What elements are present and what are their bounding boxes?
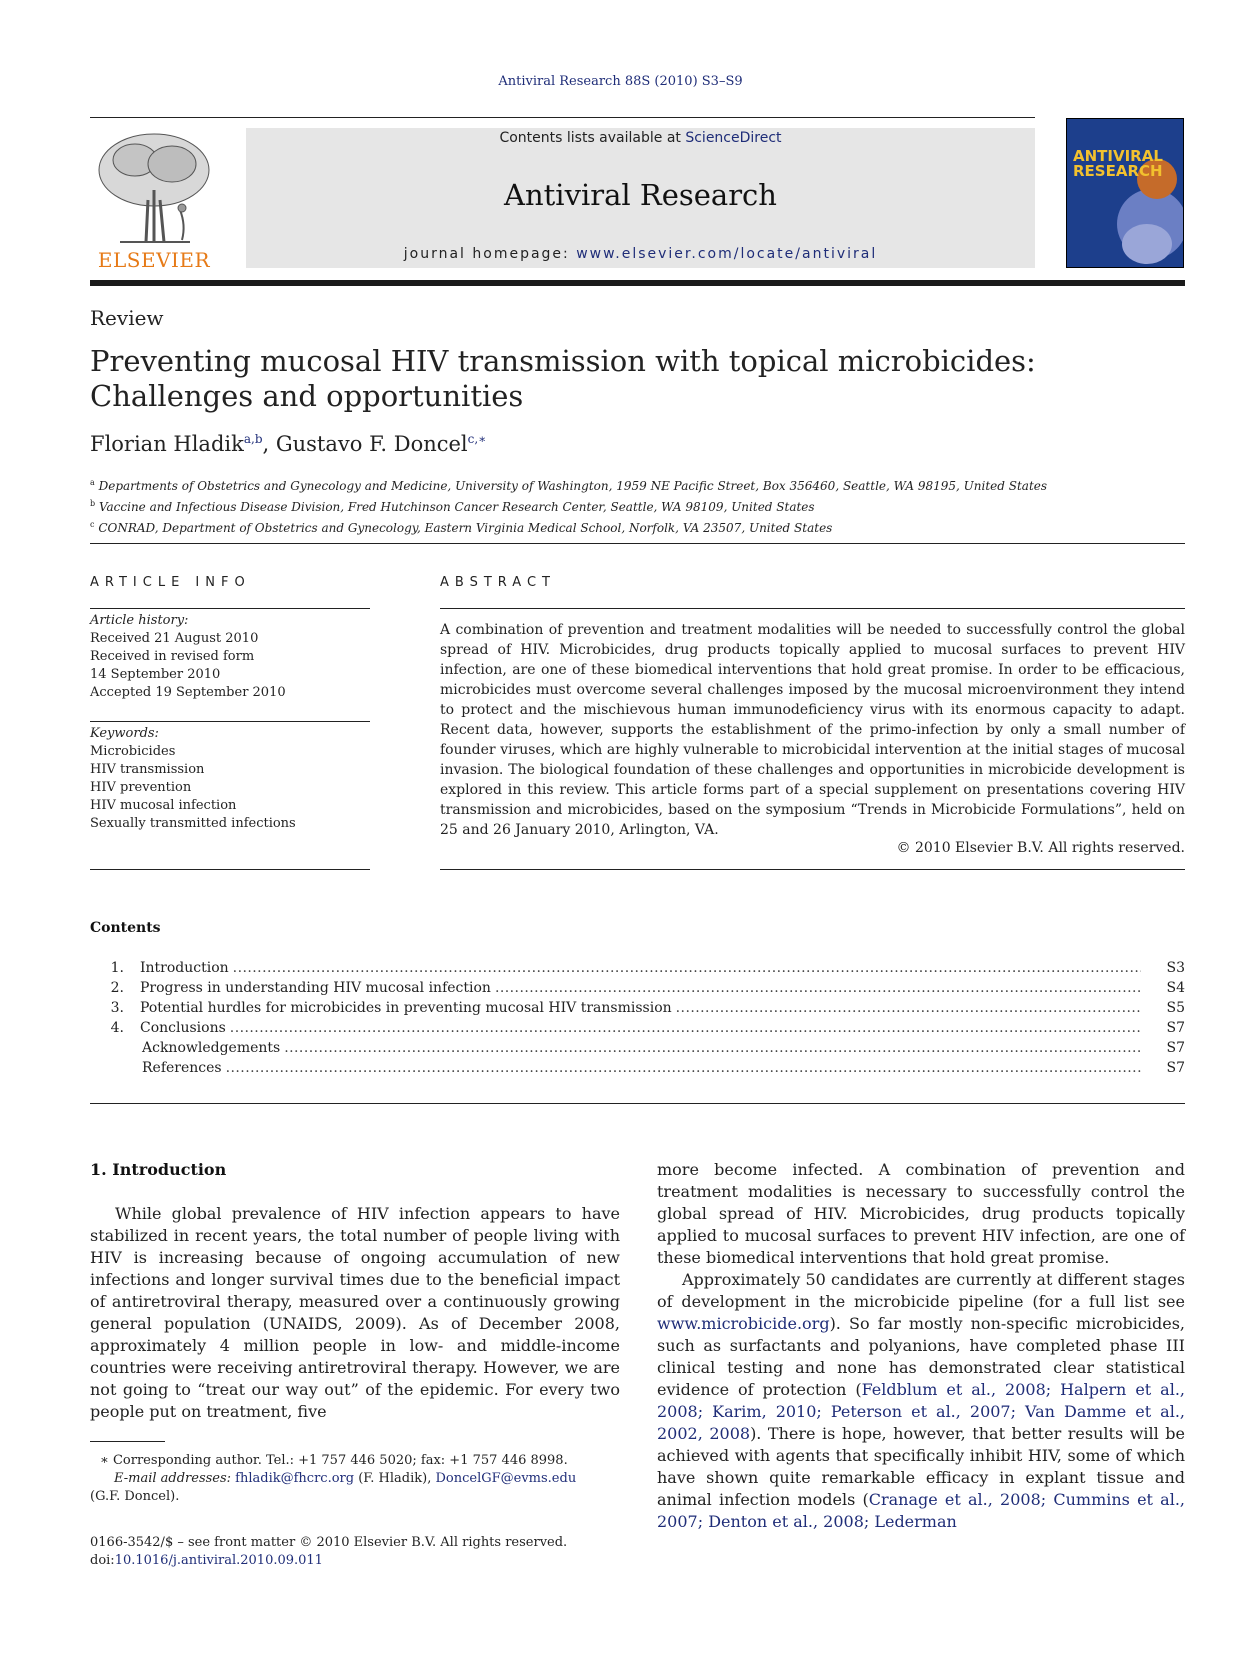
section-rule xyxy=(90,543,1185,544)
affiliation: $^b$ Vaccine and Infectious Disease Division, Fred Hutchinson Cancer Research Center, Seattle, WA 98109, United States xyxy=(90,499,815,514)
masthead-thick-rule xyxy=(90,280,1185,286)
article-info-heading: ARTICLE INFO xyxy=(90,575,251,590)
body-column-right xyxy=(657,1159,1185,1533)
body-paragraph: Approximately 50 candidates are currently at different stages of development in the microbicide pipeline (for a full list see www.microbicide.org). So far mostly non-specific microbicides, such as surfactants and polyanions, have completed phase III clinical testing and none has demonstrated clear statistical evidence of protection (Feldblum et al., 2008; Halpern et al., 2008; Karim, 2010; Peterson et al., 2007; Van Damme et al., 2002, 2008). There is hope, however, that better results will be achieved with agents that specifically inhibit HIV, some of which have shown quite remarkable efficacy in explant tissue and animal infection models (Cranage et al., 2008; Cummins et al., 2007; Denton et al., 2008; Lederman xyxy=(657,1270,1185,1531)
journal-citation: Antiviral Research 88S (2010) S3–S9 xyxy=(498,74,743,89)
cover-title: ANTIVIRAL RESEARCH xyxy=(1073,147,1163,180)
abstract-copyright: © 2010 Elsevier B.V. All rights reserved. xyxy=(896,840,1185,856)
toc-leader xyxy=(676,1000,1141,1016)
info-rule xyxy=(90,869,370,870)
toc-leader xyxy=(226,1060,1141,1076)
keyword: HIV mucosal infection xyxy=(90,798,237,813)
sciencedirect-link[interactable]: ScienceDirect xyxy=(685,130,782,146)
author-affiliation-link[interactable]: a,b xyxy=(243,432,263,446)
toc-item[interactable]: 2. Progress in understanding HIV mucosal infection . . . S4 xyxy=(90,980,1185,1000)
history-item: Received in revised form xyxy=(90,649,255,664)
affiliations xyxy=(90,474,1190,537)
citation-link[interactable]: Feldblum et al., 2008; Halpern et al., 2008; Karim, 2010; Peterson et al., 2007; Van Damme et al., 2002, 2008 xyxy=(657,1380,1185,1443)
toc-leader xyxy=(233,960,1141,976)
table-of-contents xyxy=(90,960,1185,1080)
info-rule xyxy=(90,721,370,722)
toc-item[interactable]: References . . . S7 xyxy=(90,1060,1185,1080)
contents-prefix: Contents lists available at xyxy=(499,130,686,146)
journal-homepage-line xyxy=(246,246,1035,262)
section-rule xyxy=(90,1103,1185,1104)
keyword: HIV prevention xyxy=(90,780,192,795)
body-column-left xyxy=(90,1203,620,1423)
keywords: Keywords: Microbicides HIV transmission HIV prevention HIV mucosal infection Sexually transmitted infections xyxy=(90,725,370,833)
affiliation: $^c$ CONRAD, Department of Obstetrics and Gynecology, Eastern Virginia Medical School, Norfolk, VA 23507, United States xyxy=(90,520,833,535)
section-heading: 1. Introduction xyxy=(90,1160,227,1179)
keyword: HIV transmission xyxy=(90,762,205,777)
issn-line: 0166-3542/$ – see front matter © 2010 Elsevier B.V. All rights reserved. xyxy=(90,1535,568,1550)
abstract-rule xyxy=(440,869,1185,870)
author-name: Gustavo F. Doncel xyxy=(275,432,468,456)
corresponding-author-footnote: ∗ Corresponding author. Tel.: +1 757 446 5020; fax: +1 757 446 8998. E-mail addresses: fhladik@fhcrc.org (F. Hladik), DoncelGF@evms.edu (G.F. Doncel). xyxy=(90,1453,577,1504)
author-list: Florian Hladik$^{a,b}$, Gustavo F. Doncel$^{c,∗}$ xyxy=(90,432,487,456)
header-rule xyxy=(90,117,1035,118)
author-affiliation-link[interactable]: c,∗ xyxy=(467,432,487,446)
toc-leader xyxy=(284,1040,1141,1056)
journal-cover-thumbnail xyxy=(1066,118,1184,268)
article-title: Preventing mucosal HIV transmission with topical microbicides: Challenges and opportunities xyxy=(90,344,1036,413)
body-paragraph: While global prevalence of HIV infection appears to have stabilized in recent years, the total number of people living with HIV is increasing because of ongoing accumulation of new infections and longer survival times due to the beneficial impact of antiretroviral therapy, measured over a continuously growing general population (UNAIDS, 2009). As of December 2008, approximately 4 million people in low- and middle-income countries were receiving antiretroviral therapy. However, we are not going to “treat our way out” of the epidemic. For every two people put on treatment, five xyxy=(90,1204,620,1421)
article-history: Article history: Received 21 August 2010 Received in revised form 14 September 2010 Accepted 19 September 2010 xyxy=(90,612,370,702)
abstract-rule xyxy=(440,608,1185,609)
contents-heading: Contents xyxy=(90,920,161,936)
abstract-text: A combination of prevention and treatment modalities will be needed to successfully control the global spread of HIV. Microbicides, drug products topically applied to mucosal surfaces to prevent HIV infection, are one of these biomedical interventions that hold great promise. In order to be efficacious, microbicides must overcome several challenges imposed by the mucosal microenvironment they intend to protect and the mischievous human immunodeficiency virus with its enormous capacity to adapt. Recent data, however, supports the establishment of the primo-infection by only a small number of founder viruses, which are highly vulnerable to microbicidal intervention at the initial stages of mucosal invasion. The biological foundation of these challenges and opportunities in microbicide development is explored in this review. This article forms part of a special supplement on presentations covering HIV transmission and microbicides, based on the symposium “Trends in Microbicide Formulations”, held on 25 and 26 January 2010, Arlington, VA. xyxy=(440,622,1185,838)
article-type: Review xyxy=(90,306,164,330)
footnote-rule xyxy=(90,1441,165,1442)
abstract-heading: ABSTRACT xyxy=(440,575,556,590)
doi-link[interactable]: 10.1016/j.antiviral.2010.09.011 xyxy=(114,1553,323,1568)
contents-available-line xyxy=(246,130,1035,146)
toc-item[interactable]: 3. Potential hurdles for microbicides in preventing mucosal HIV transmission . . . S5 xyxy=(90,1000,1185,1020)
keyword: Microbicides xyxy=(90,744,176,759)
journal-masthead xyxy=(246,128,1035,268)
journal-title: Antiviral Research xyxy=(504,178,777,212)
toc-item[interactable]: Acknowledgements . . . S7 xyxy=(90,1040,1185,1060)
publisher-wordmark: ELSEVIER xyxy=(97,248,211,272)
homepage-link[interactable]: www.elsevier.com/locate/antiviral xyxy=(576,246,878,262)
front-matter xyxy=(90,1534,620,1570)
doi-line: doi:10.1016/j.antiviral.2010.09.011 xyxy=(90,1553,323,1568)
toc-item[interactable]: 1. Introduction . . . S3 xyxy=(90,960,1185,980)
toc-leader xyxy=(230,1020,1141,1036)
homepage-prefix: journal homepage: xyxy=(403,246,577,262)
microbicide-link[interactable]: www.microbicide.org xyxy=(657,1314,830,1333)
toc-item[interactable]: 4. Conclusions . . . S7 xyxy=(90,1020,1185,1040)
citation-link[interactable]: Cranage et al., 2008; Cummins et al., 2007; Denton et al., 2008; Lederman xyxy=(657,1490,1185,1531)
history-item: 14 September 2010 xyxy=(90,667,221,682)
email-link[interactable]: DoncelGF@evms.edu xyxy=(435,1471,577,1486)
info-rule xyxy=(90,608,370,609)
tree-icon xyxy=(90,130,218,248)
email-link[interactable]: fhladik@fhcrc.org xyxy=(235,1471,355,1486)
publisher-logo xyxy=(90,130,218,270)
author-name: Florian Hladik xyxy=(90,432,244,456)
body-paragraph: more become infected. A combination of prevention and treatment modalities is necessary to successfully control the global spread of HIV. Microbicides, drug products topically applied to mucosal surfaces to prevent HIV infection, are one of these biomedical interventions that hold great promise. xyxy=(657,1160,1185,1267)
toc-leader xyxy=(495,980,1141,996)
keyword: Sexually transmitted infections xyxy=(90,816,296,831)
affiliation: $^a$ Departments of Obstetrics and Gynecology and Medicine, University of Washington, 1959 NE Pacific Street, Box 356460, Seattle, WA 98195, United States xyxy=(90,478,1048,493)
history-item: Received 21 August 2010 xyxy=(90,631,259,646)
history-item: Accepted 19 September 2010 xyxy=(90,685,286,700)
